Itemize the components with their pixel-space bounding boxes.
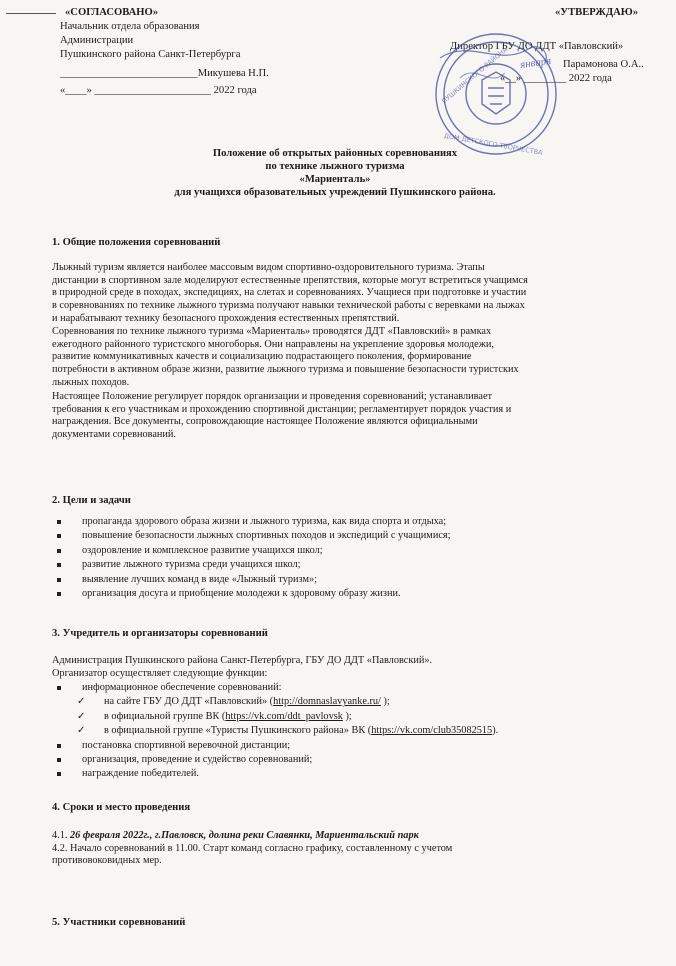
list-item: развитие лыжного туризма среди учащихся школ;	[52, 558, 652, 572]
s1p1-line: дистанции в спортивном зале моделируют естественные препятствия, которые могут встретиться учащимся	[52, 274, 528, 286]
list-subitem: ✓ на сайте ГБУ ДО ДДТ «Павловский» (http://domnaslavyanke.ru/ );	[52, 695, 652, 709]
list-item: информационное обеспечение соревнований:	[52, 681, 652, 695]
approval-right-heading: «УТВЕРЖДАЮ»	[555, 7, 639, 18]
title-line2: по технике лыжного туризма	[265, 161, 405, 172]
list-item: оздоровление и комплексное развитие учащихся школ;	[52, 544, 652, 558]
approval-right-line1: Директор ГБУ ДО ДДТ «Павловский»	[450, 41, 624, 52]
bullet-square-icon	[57, 758, 61, 762]
s1p2-line: ежегодного районного туристского многоборья. Они направлены на укрепление здоровья молодежи,	[52, 338, 494, 350]
s1p3-line: требования к его участникам и прохождению спортивной дистанции; регламентирует порядок участия и	[52, 403, 512, 415]
s1p2-line: потребности в активном образе жизни, развитие лыжного туризма и повышение безопасности туристских	[52, 364, 519, 376]
section3-intro	[52, 655, 632, 680]
s1p3-line: документами соревнований.	[52, 429, 177, 441]
section3-heading: 3. Учредитель и организаторы соревнований	[52, 628, 268, 639]
s1p2-line: Соревнования по технике лыжного туризма «Мариенталь» проводятся ДДТ «Павловский» в рамках	[52, 326, 492, 337]
s4-line3: противовоковидных мер.	[52, 855, 162, 867]
list-item: организация досуга и приобщение молодежи к здоровому образу жизни.	[52, 587, 652, 601]
s1p1-line: Лыжный туризм является наиболее массовым видом спортивно-оздоровительного туризма. Этапы	[52, 262, 485, 273]
bullet-square-icon	[57, 744, 61, 748]
signature-date-handwriting: января	[519, 54, 552, 72]
section5-heading: 5. Участники соревнований	[52, 917, 186, 928]
list-item: выявление лучших команд в виде «Лыжный туризм»;	[52, 573, 652, 587]
bullet-square-icon	[57, 772, 61, 776]
section1-paragraph2	[52, 326, 632, 390]
title-line1: Положение об открытых районных соревнованиях	[212, 148, 458, 159]
document-title	[100, 147, 570, 199]
vk-group-link[interactable]: https://vk.com/ddt_pavlovsk	[225, 710, 343, 722]
approval-left-line1: Начальник отдела образования	[60, 21, 200, 32]
s1p1-line: в соревнованиях по технике лыжного туризма получают навыки технической работы с веревками на лыжах	[52, 300, 525, 312]
bullet-square-icon	[57, 534, 61, 538]
list-subitem: ✓ в официальной группе «Туристы Пушкинского района» ВК (https://vk.com/club35082515).	[52, 724, 652, 738]
top-rule	[6, 13, 56, 14]
s1p2-line: лыжных походов.	[52, 376, 130, 388]
list-item: организация, проведение и судейство соревнований;	[52, 753, 652, 767]
list-item: награждение победителей.	[52, 767, 652, 781]
goals-list	[52, 515, 652, 601]
approval-left-line5: «____» ______________________ 2022 года	[60, 85, 257, 96]
list-item: постановка спортивной веревочной дистанции;	[52, 739, 652, 753]
checkmark-icon: ✓	[77, 696, 86, 708]
bullet-square-icon	[57, 592, 61, 596]
title-line4: для учащихся образовательных учреждений Пушкинского района.	[174, 187, 496, 198]
bullet-square-icon	[57, 686, 61, 690]
section1-paragraph1	[52, 262, 632, 326]
checkmark-icon: ✓	[77, 710, 86, 722]
approval-right-line3: «__» ________ 2022 года	[500, 73, 612, 84]
site-link[interactable]: http://domnaslavyanke.ru/	[273, 696, 381, 708]
bullet-square-icon	[57, 578, 61, 582]
organizer-functions-list	[52, 681, 652, 782]
list-item: повышение безопасности лыжных спортивных походов и экспедиций с учащимися;	[52, 529, 652, 543]
vk-club-link[interactable]: https://vk.com/club35082515	[371, 725, 493, 737]
section1-heading: 1. Общие положения соревнований	[52, 237, 221, 248]
svg-text:ПУШКИНСКОГО РАЙОНА: ПУШКИНСКОГО РАЙОНА	[440, 45, 510, 106]
list-item: пропаганда здорового образа жизни и лыжного туризма, как вида спорта и отдыха;	[52, 515, 652, 529]
s1p2-line: развитие коммуникативных качеств и социализацию подрастающего поколения, формирование	[52, 351, 472, 363]
svg-text:ДОМ ДЕТСКОГО ТВОРЧЕСТВА: ДОМ ДЕТСКОГО ТВОРЧЕСТВА	[443, 131, 544, 157]
official-stamp	[430, 28, 562, 160]
title-line3: «Мариенталь»	[299, 174, 371, 185]
list-subitem: ✓ в официальной группе ВК (https://vk.com/ddt_pavlovsk );	[52, 710, 652, 724]
approval-left-line3: Пушкинского района Санкт-Петербурга	[60, 49, 241, 60]
s3-line: Администрация Пушкинского района Санкт-Петербурга, ГБУ ДО ДДТ «Павловский».	[52, 655, 433, 666]
s1p3-line: награждения. Все документы, сопровождающие настоящее Положение являются официальными	[52, 416, 478, 428]
approval-right-line2: Парамонова О.А..	[563, 59, 644, 70]
s1p3-line: Настоящее Положение регулирует порядок организации и проведения соревнований; устанавливает	[52, 391, 493, 402]
s4-line1: 4.1. 26 февраля 2022г., г.Павловск, долина реки Славянки, Мариентальский парк	[52, 830, 419, 841]
bullet-square-icon	[57, 520, 61, 524]
s4-line2: 4.2. Начало соревнований в 11.00. Старт команд согласно графику, составленному с учетом	[52, 842, 453, 854]
bullet-square-icon	[57, 563, 61, 567]
section4-body	[52, 830, 632, 868]
approval-left-heading: «СОГЛАСОВАНО»	[65, 7, 159, 18]
bullet-square-icon	[57, 549, 61, 553]
s3-line: Организатор осуществляет следующие функции:	[52, 667, 268, 679]
s1p1-line: в природной среде в походах, экспедициях, на слетах и соревнованиях. Учащиеся при подготовке и участии	[52, 287, 527, 299]
section4-heading: 4. Сроки и место проведения	[52, 802, 191, 813]
checkmark-icon: ✓	[77, 725, 86, 737]
approval-left-line4: __________________________Микушева Н.П.	[60, 68, 269, 79]
approval-left-line2: Администрации	[60, 35, 134, 46]
section2-heading: 2. Цели и задачи	[52, 495, 131, 506]
s1p1-line: и нарабатывают технику безопасного прохождения естественных препятствий.	[52, 312, 400, 324]
section1-paragraph3	[52, 391, 632, 442]
